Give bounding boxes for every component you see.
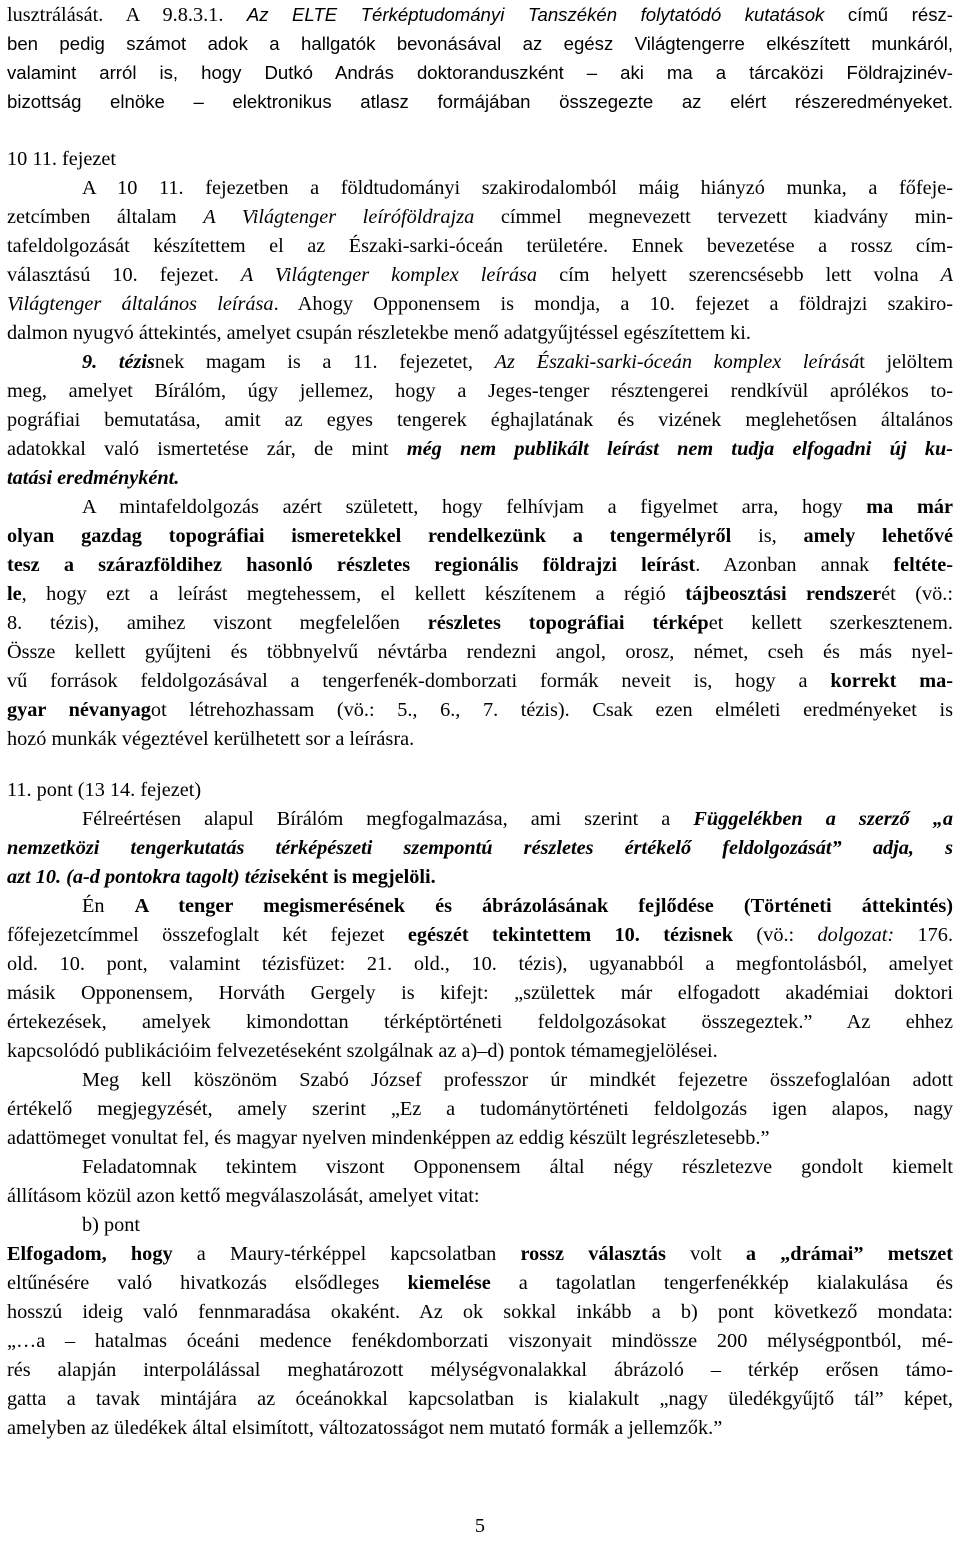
text-run: gyar névanyag bbox=[7, 699, 151, 721]
text-run: amely lehetővé bbox=[803, 525, 953, 547]
text-run: tatási eredményként. bbox=[7, 467, 180, 489]
text-line bbox=[7, 638, 953, 667]
text-run: A tenger megismerésének és ábrázolásának fejlődése (Történeti áttekintés) bbox=[134, 895, 953, 917]
text-run: Feladatomnak tekintem viszont Opponensem által négy részletezve gondolt kiemelt bbox=[82, 1156, 953, 1178]
text-run: tájbeosztási rendszer bbox=[685, 583, 882, 605]
text-line bbox=[7, 1385, 953, 1414]
text-line bbox=[7, 174, 953, 203]
text-run: című rész- bbox=[824, 4, 953, 25]
text-line bbox=[7, 696, 953, 725]
text-run: ben pedig számot adok a hallgatók bevonásával az egész Világtengerre elkészített munkáról, bbox=[7, 33, 953, 54]
text-run: volt bbox=[665, 1243, 746, 1265]
text-run: „…a – hatalmas óceáni medence fenékdomborzati viszonyait mindössze 200 mélységpontból, mé- bbox=[7, 1330, 953, 1352]
text-run: rossz választás bbox=[520, 1243, 666, 1265]
text-run: Az ELTE Térképtudományi Tanszékén folytatódó kutatások bbox=[246, 4, 825, 25]
text-line bbox=[7, 1356, 953, 1385]
text-line bbox=[7, 921, 953, 950]
text-run: . Ahogy Opponensem is mondja, a 10. fejezet a földrajzi szakiro- bbox=[273, 293, 954, 315]
text-line bbox=[7, 1008, 953, 1037]
text-line bbox=[7, 609, 953, 638]
text-run: b) pont bbox=[82, 1214, 141, 1236]
text-run: értekezések, amelyek kimondottan térképtörténeti feldolgozásokat összegeztek.” Az ehhez bbox=[7, 1011, 953, 1033]
text-line bbox=[7, 1414, 953, 1443]
text-run: Én bbox=[82, 895, 135, 917]
text-run: gatta a tavak mintájára az óceánokkal kapcsolatban is kialakult „nagy üledékgyűjtő tál” képet, bbox=[7, 1388, 953, 1410]
text-line bbox=[7, 667, 953, 696]
text-run: . Azonban annak bbox=[695, 554, 894, 576]
text-run: egészét tekintettem 10. tézisnek bbox=[407, 924, 734, 946]
text-line bbox=[7, 203, 953, 232]
text-run: valamint arról is, hogy Dutkó András doktoranduszként – aki ma a tárcaközi Földrajzinév- bbox=[7, 62, 953, 83]
text-run: A Világtenger leíróföldrajza bbox=[203, 206, 475, 228]
text-line bbox=[7, 863, 953, 892]
text-run: Függelékben a szerző „a bbox=[693, 808, 953, 830]
paragraph-block bbox=[7, 0, 953, 116]
text-run: 10 11. fejezet bbox=[7, 148, 117, 170]
text-run: Az Északi-sarki-óceán komplex leírásá bbox=[494, 351, 860, 373]
text-run: is, bbox=[731, 525, 804, 547]
text-run: még nem publikált leírást nem tudja elfogadni új ku- bbox=[406, 438, 954, 460]
text-line bbox=[7, 1124, 953, 1153]
text-line bbox=[7, 145, 953, 174]
text-line bbox=[7, 1095, 953, 1124]
text-line bbox=[7, 805, 953, 834]
text-run: pográfiai bemutatása, amit az egyes tengerek éghajlatának és vizének meglehetősen általános bbox=[7, 409, 953, 431]
text-run: meg, amelyet Bírálóm, úgy jellemez, hogy a Jeges-tenger résztengerei rendkívül aprólékos to- bbox=[7, 380, 953, 402]
text-run: adattömeget vonultat fel, és magyar nyelven mindenképpen az eddig készült legrészletesebb.” bbox=[7, 1127, 770, 1149]
text-run: eként is megjelöli. bbox=[280, 866, 436, 888]
text-run: ot létrehozhassam (vö.: 5., 6., 7. tézis). Csak ezen elméleti eredményeket is bbox=[150, 699, 953, 721]
text-run: bizottság elnöke – elektronikus atlasz formájában összegezte az elért részeredményeket. bbox=[7, 91, 953, 112]
text-run: főfejezetcímmel összefoglalt két fejezet bbox=[7, 924, 408, 946]
text-run: feltéte- bbox=[893, 554, 953, 576]
text-run: adatokkal való ismertetése zár, de mint bbox=[7, 438, 407, 460]
text-run: a tagolatlan tengerfenékkép kialakulása és bbox=[490, 1272, 953, 1294]
text-line bbox=[7, 1269, 953, 1298]
text-run: nek magam is a 11. fejezetet, bbox=[154, 351, 495, 373]
text-line bbox=[7, 1066, 953, 1095]
text-line bbox=[7, 261, 953, 290]
text-run: ma már bbox=[866, 496, 953, 518]
text-run: old. 10. pont, valamint tézisfüzet: 21. old., 10. tézis), ugyanabból a megfontolásból, amelyet bbox=[7, 953, 953, 975]
text-run: hosszú ideig való fennmaradása okaként. Az ok sokkal inkább a b) pont következő mondata: bbox=[7, 1301, 953, 1323]
text-run: dolgozat: bbox=[817, 924, 895, 946]
text-run: címmel megnevezett tervezett kiadvány min- bbox=[474, 206, 953, 228]
text-line bbox=[7, 1240, 953, 1269]
text-line bbox=[7, 776, 953, 805]
text-run: másik Opponensem, Horváth Gergely is kifejt: „születtek már elfogadott akadémiai doktori bbox=[7, 982, 953, 1004]
text-line bbox=[7, 892, 953, 921]
text-run: tesz a szárazföldihez hasonló részletes regionális földrajzi leírást bbox=[7, 554, 696, 576]
text-run: 9. tézis bbox=[82, 351, 155, 373]
text-run: (vö.: bbox=[733, 924, 818, 946]
text-run: 176. bbox=[894, 924, 954, 946]
text-run: , hogy ezt a leírást megtehessem, el kellett készítenem a régió bbox=[21, 583, 686, 605]
text-line bbox=[7, 29, 953, 58]
text-run: le bbox=[7, 583, 22, 605]
text-line bbox=[7, 435, 953, 464]
text-run: rés alapján interpolálással meghatározott mélységvonalakkal ábrázoló – térkép erősen támo- bbox=[7, 1359, 953, 1381]
text-run: Világtenger általános leírása bbox=[7, 293, 274, 315]
text-line bbox=[7, 551, 953, 580]
text-run: állításom közül azon kettő megválaszolását, amelyet vitat: bbox=[7, 1185, 480, 1207]
text-run: kapcsolódó publikációim felvezetéseként szolgálnak az a)–d) pontok témamegjelölései. bbox=[7, 1040, 718, 1062]
text-run: Össze kellett gyűjteni és többnyelvű névtárba rendezni angol, orosz, német, cseh és más nyel- bbox=[7, 641, 953, 663]
text-line bbox=[7, 377, 953, 406]
text-line bbox=[7, 950, 953, 979]
text-run: tafeldolgozását készítettem el az Északi-sarki-óceán területére. Ennek bevezetése a rossz cím- bbox=[7, 235, 953, 257]
text-line bbox=[7, 1327, 953, 1356]
text-run: zetcímben általam bbox=[7, 206, 204, 228]
text-line bbox=[7, 348, 953, 377]
text-run: A Világtenger komplex leírása bbox=[240, 264, 538, 286]
text-run: A mintafeldolgozás azért született, hogy felhívjam a figyelmet arra, hogy bbox=[82, 496, 867, 518]
text-run: hozó munkák végeztével kerülhetett sor a leírásra. bbox=[7, 728, 415, 750]
text-line bbox=[7, 580, 953, 609]
text-line bbox=[7, 0, 953, 29]
text-run: Elfogadom, hogy bbox=[7, 1243, 173, 1265]
text-line bbox=[7, 834, 953, 863]
text-run: A 10 11. fejezetben a földtudományi szakirodalomból máig hiányzó munka, a főfeje- bbox=[82, 177, 953, 199]
text-line bbox=[7, 1182, 953, 1211]
text-run: korrekt ma- bbox=[830, 670, 953, 692]
paragraph-block bbox=[7, 145, 953, 754]
text-line bbox=[7, 493, 953, 522]
text-run: lusztrálását. A 9.8.3.1. bbox=[7, 4, 247, 26]
text-run: ét (vö.: bbox=[881, 583, 953, 605]
text-run: t jelöltem bbox=[859, 351, 953, 373]
text-run: eltűnésére való hivatkozás elsődleges bbox=[7, 1272, 408, 1294]
text-run: részletes topográfiai térkép bbox=[427, 612, 709, 634]
text-run: 11. pont (13 14. fejezet) bbox=[7, 779, 202, 801]
text-line bbox=[7, 1153, 953, 1182]
text-run: azt 10. (a-d pontokra tagolt) tézis bbox=[7, 866, 281, 888]
text-run: vű források feldolgozásával a tengerfenék-domborzati formák neveit is, hogy a bbox=[7, 670, 831, 692]
text-line bbox=[7, 232, 953, 261]
text-line bbox=[7, 1037, 953, 1066]
text-line bbox=[7, 522, 953, 551]
text-line bbox=[7, 319, 953, 348]
text-run: Félreértésen alapul Bírálóm megfogalmazása, ami szerint a bbox=[82, 808, 694, 830]
text-line bbox=[7, 58, 953, 87]
text-line bbox=[7, 290, 953, 319]
text-line bbox=[7, 979, 953, 1008]
text-run: Meg kell köszönöm Szabó József professzor úr mindkét fejezetre összefoglalóan adott bbox=[82, 1069, 953, 1091]
text-line bbox=[7, 1211, 953, 1240]
text-run: a Maury-térképpel kapcsolatban bbox=[172, 1243, 521, 1265]
text-line bbox=[7, 464, 953, 493]
page-number: 5 bbox=[474, 1515, 486, 1537]
text-run: 8. tézis), amihez viszont megfelelően bbox=[7, 612, 428, 634]
text-line bbox=[7, 87, 953, 116]
text-run: a „drámai” metszet bbox=[745, 1243, 954, 1265]
text-line bbox=[7, 1298, 953, 1327]
text-line bbox=[7, 725, 953, 754]
text-run: olyan gazdag topográfiai ismeretekkel rendelkezünk a tengermélyről bbox=[7, 525, 732, 547]
text-run: választású 10. fejezet. bbox=[7, 264, 241, 286]
text-run: A bbox=[940, 264, 953, 286]
paragraph-block bbox=[7, 776, 953, 1443]
text-run: értékelő megjegyzését, amely szerint „Ez a tudománytörténeti feldolgozás igen alapos, nagy bbox=[7, 1098, 953, 1120]
text-run: amelyben az üledékek által elsimított, változatosságot nem mutató formák a jellemzők.” bbox=[7, 1417, 723, 1439]
text-run: kiemelése bbox=[407, 1272, 491, 1294]
text-run: cím helyett szerencsésebb lett volna bbox=[537, 264, 941, 286]
text-line bbox=[7, 406, 953, 435]
text-run: nemzetközi tengerkutatás térképészeti szempontú részletes értékelő feldolgozását” adja, s bbox=[7, 837, 953, 859]
text-run: dalmon nyugvó áttekintés, amelyet csupán részletekbe menő adatgyűjtéssel egészítettem ki. bbox=[7, 322, 751, 344]
text-run: et kellett szerkesztenem. bbox=[708, 612, 953, 634]
